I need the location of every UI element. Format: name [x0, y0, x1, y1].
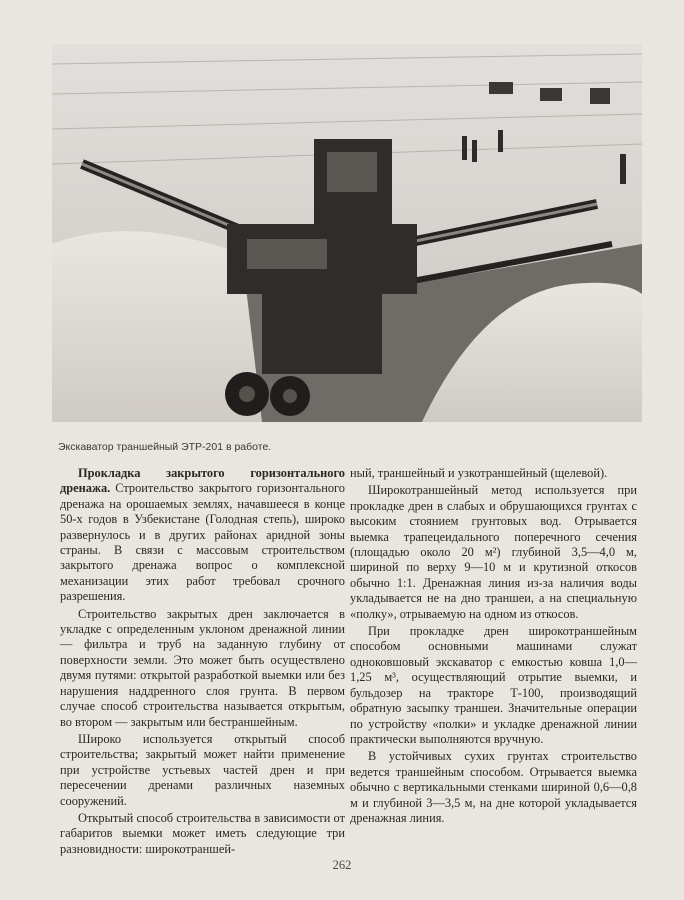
excavator-photo [52, 44, 642, 422]
paragraph: Открытый способ строительства в зависимости от габаритов выемки может иметь следующие три разновидности: широкотраншей- [60, 810, 345, 856]
paragraph [60, 466, 345, 605]
paragraph: В устойчивых сухих грунтах строительство ведется траншейным способом. Отрывается выемка обычно с вертикальными стенками шириной 0,6—0,8 м и глубиной 3—3,5 м, на дне которой укладывается дренажная линия. [350, 749, 637, 825]
paragraph-text: Строительство закрытого горизонтального дренажа на орошаемых землях, начавшееся в конце 50-х годов в Узбекистане (Голодная степь), широко развернулось и в других районах аридной зоны страны. В связи с массовым строительством закрытого дренажа вопрос о комплексной механизации этих работ требовал срочного разрешения. [60, 481, 345, 604]
photo-caption: Экскаватор траншейный ЭТР-201 в работе. [58, 441, 272, 453]
right-column [350, 466, 637, 826]
left-column [60, 466, 345, 857]
page-number: 262 [332, 858, 352, 872]
paragraph: Широко используется открытый способ строительства; закрытый может найти применение при устройстве устьевых частей дрен и при пересечении дренами различных наземных сооружений. [60, 731, 345, 808]
paragraph: При прокладке дрен широкотраншейным способом основными машинами служат одноковшовый экскаватор с емкостью ковша 1,0—1,25 м³, осуществляющий отрытие выемки, и бульдозер на тракторе Т-100, производящий обратную засыпку траншеи. Значительные операции по устройству «полки» и укладке дренажной линии практически выполняются вручную. [350, 624, 637, 746]
paragraph-continuation: ный, траншейный и узкотраншейный (щелевой). [350, 466, 608, 480]
paragraph: Широкотраншейный метод используется при прокладке дрен в слабых и обрушающихся грунтах с высоким стоянием грунтовых вод. Отрывается выемка трапецеидального поперечного сечения (площадью около 20 м²) глубиной 3,5—4,0 м, шириной по верху 9—10 м и крутизной откосов обычно 1:1. Дренажная линия из-за наличия воды укладывается не на дно траншеи, а на специальную «полку», отрываемую на одном из откосов. [350, 483, 637, 621]
section-heading: Прокладка закрытого горизонтального дренажа. [60, 466, 345, 496]
paragraph: Строительство закрытых дрен заключается в укладке с определенным уклоном дренажной линии — фильтра и труб на заданную глубину от поверхности земли. Это может быть осуществлено двумя путями: открытой разработкой выемки или без нарушения наддренного слоя грунта. В первом случае способ строительства называется открытым, во втором — закрытым или бестраншейным. [60, 606, 345, 729]
